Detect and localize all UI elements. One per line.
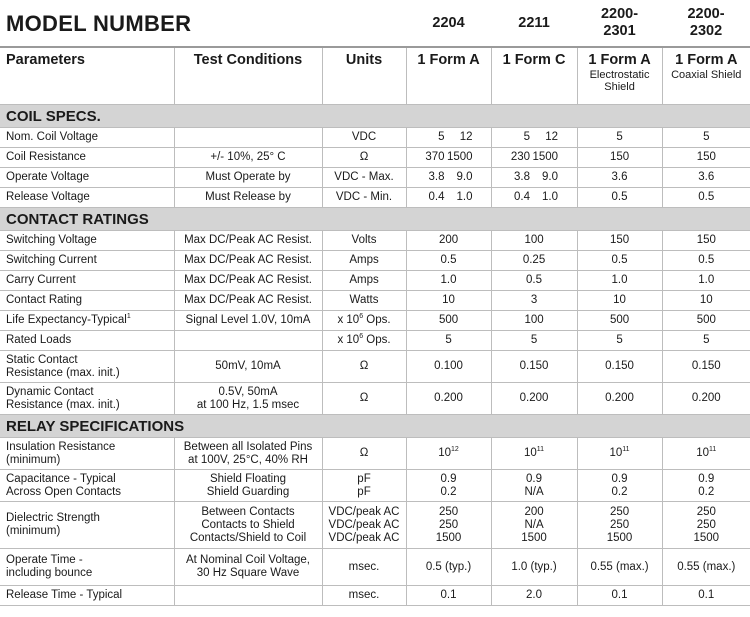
value-2301: 500 (577, 311, 662, 331)
condition-line: Contacts to Shield (201, 518, 295, 531)
value-2204 (406, 470, 491, 502)
value-2301: 5 (577, 128, 662, 148)
unit: Watts (322, 291, 406, 311)
model-2200-2302: 2200- 2302 (662, 0, 750, 47)
value-2301 (577, 438, 662, 470)
parameters-header: Parameters (0, 47, 174, 105)
param-name-line: (minimum) (6, 525, 61, 537)
table-row (0, 438, 750, 470)
value-a: 3.8 (514, 171, 531, 183)
value-2204: 0.5 (406, 251, 491, 271)
value-2301: 1.0 (577, 271, 662, 291)
value-a: 0.4 (428, 191, 445, 203)
value-line: N/A (524, 485, 544, 498)
value-2211 (491, 148, 577, 168)
value-a: 5 (523, 131, 531, 143)
value-2302: 5 (662, 128, 750, 148)
value-2302: 0.5 (662, 188, 750, 208)
unit (322, 331, 406, 351)
param-name (0, 383, 174, 415)
value-2211 (491, 128, 577, 148)
value-exponent: 11 (709, 446, 717, 454)
value-a: 0.4 (514, 191, 531, 203)
value-2204: 0.200 (406, 383, 491, 415)
value-2301: 0.1 (577, 586, 662, 606)
value-base: 10 (696, 447, 710, 459)
value-b: 9.0 (456, 171, 473, 183)
param-name (0, 502, 174, 549)
table-row (0, 128, 750, 148)
value-line: 0.2 (698, 485, 715, 498)
param-name: Nom. Coil Voltage (0, 128, 174, 148)
condition-line: at 100 Hz, 1.5 msec (196, 398, 300, 411)
value-2302: 0.1 (662, 586, 750, 606)
value-2204: 1.0 (406, 271, 491, 291)
value-2301: 3.6 (577, 168, 662, 188)
table-row (0, 470, 750, 502)
value-2302: 5 (662, 331, 750, 351)
form-2301 (577, 47, 662, 105)
param-name (0, 470, 174, 502)
test-condition: Max DC/Peak AC Resist. (174, 231, 322, 251)
form-sub-label: Coaxial Shield (671, 69, 742, 81)
test-conditions-header: Test Conditions (174, 47, 322, 105)
test-condition (174, 502, 322, 549)
test-condition: Max DC/Peak AC Resist. (174, 251, 322, 271)
table-row (0, 351, 750, 383)
value-b: 9.0 (542, 171, 559, 183)
value-2211: 1.0 (typ.) (491, 549, 577, 586)
param-name: Rated Loads (0, 331, 174, 351)
section-contact-ratings (0, 208, 750, 231)
test-condition: +/- 10%, 25° C (174, 148, 322, 168)
condition-line: Contacts/Shield to Coil (189, 531, 307, 544)
unit: Amps (322, 271, 406, 291)
value-line: 250 (609, 518, 630, 531)
section-title: RELAY SPECIFICATIONS (0, 415, 750, 438)
form-label: 1 Form A (417, 52, 480, 68)
section-title: COIL SPECS. (0, 105, 750, 128)
unit (322, 502, 406, 549)
value-2301 (577, 502, 662, 549)
value-2211: 0.200 (491, 383, 577, 415)
unit: Ω (322, 351, 406, 383)
value-line: N/A (524, 518, 544, 531)
test-condition (174, 470, 322, 502)
section-title: CONTACT RATINGS (0, 208, 750, 231)
unit-base: x 10 (337, 314, 360, 326)
value-2302: 150 (662, 231, 750, 251)
value-b: 1.0 (456, 191, 473, 203)
table-row (0, 383, 750, 415)
value-line: 1500 (606, 531, 633, 544)
value-b: 1500 (446, 151, 473, 163)
form-2204 (406, 47, 491, 105)
value-2204: 5 (406, 331, 491, 351)
unit (322, 470, 406, 502)
table-row (0, 188, 750, 208)
value-2301: 0.55 (max.) (577, 549, 662, 586)
param-name-line: Dielectric Strength (6, 512, 100, 524)
model-2204: 2204 (406, 0, 491, 47)
value-exponent: 11 (622, 446, 630, 454)
condition-line: 30 Hz Square Wave (196, 567, 300, 579)
condition-line: Shield Floating (209, 472, 287, 485)
value-2204 (406, 438, 491, 470)
section-relay-specifications (0, 415, 750, 438)
condition-line: 0.5V, 50mA (218, 385, 278, 398)
param-name: Carry Current (0, 271, 174, 291)
test-condition: Max DC/Peak AC Resist. (174, 271, 322, 291)
value-line: 1500 (521, 531, 547, 544)
param-name: Switching Voltage (0, 231, 174, 251)
param-name: Release Time - Typical (0, 586, 174, 606)
param-name (0, 311, 174, 331)
table-title: MODEL NUMBER (0, 0, 406, 47)
param-name-text: Life Expectancy-Typical (6, 314, 127, 326)
unit-suffix: Ops. (363, 314, 391, 326)
unit-base: x 10 (337, 334, 360, 346)
value-2302: 10 (662, 291, 750, 311)
value-2302: 0.55 (max.) (662, 549, 750, 586)
value-line: 0.9 (440, 472, 457, 485)
param-name-line: Across Open Contacts (6, 485, 122, 498)
param-name-line: Dynamic Contact (6, 385, 94, 398)
unit: msec. (322, 549, 406, 586)
value-b: 1.0 (542, 191, 559, 203)
condition-line: at 100V, 25°C, 40% RH (188, 453, 308, 466)
column-header-row (0, 47, 750, 105)
value-2204 (406, 128, 491, 148)
value-2204 (406, 148, 491, 168)
test-condition (174, 586, 322, 606)
param-name (0, 351, 174, 383)
model-number-row (0, 0, 750, 47)
table-row (0, 271, 750, 291)
condition-line: Shield Guarding (206, 485, 290, 498)
value-a: 5 (438, 131, 445, 143)
table-row (0, 231, 750, 251)
condition-line: Between all Isolated Pins (183, 440, 313, 453)
table-row (0, 251, 750, 271)
test-condition: Signal Level 1.0V, 10mA (174, 311, 322, 331)
value-b: 12 (459, 131, 473, 143)
value-2302: 0.5 (662, 251, 750, 271)
unit: Volts (322, 231, 406, 251)
param-name-line: Operate Time - (6, 554, 83, 566)
form-2211 (491, 47, 577, 105)
value-2301: 150 (577, 148, 662, 168)
value-line: 0.2 (611, 485, 628, 498)
param-name-line: Resistance (max. init.) (6, 398, 120, 411)
value-2302: 3.6 (662, 168, 750, 188)
form-2302 (662, 47, 750, 105)
param-name: Coil Resistance (0, 148, 174, 168)
value-line: 0.2 (440, 485, 457, 498)
param-name-line: Resistance (max. init.) (6, 366, 120, 379)
table-row (0, 586, 750, 606)
value-2204: 200 (406, 231, 491, 251)
value-line: 250 (696, 518, 716, 531)
param-name-line: Capacitance - Typical (6, 472, 116, 485)
value-line: 0.9 (526, 472, 543, 485)
value-line: 250 (609, 505, 630, 518)
value-2211 (491, 438, 577, 470)
value-line: 250 (438, 518, 459, 531)
unit-line: pF (357, 485, 371, 498)
test-condition: Must Release by (174, 188, 322, 208)
test-condition (174, 331, 322, 351)
test-condition: Must Operate by (174, 168, 322, 188)
footnote-marker: 1 (126, 313, 131, 321)
value-2211 (491, 502, 577, 549)
value-base: 10 (523, 447, 537, 459)
unit: Amps (322, 251, 406, 271)
test-condition (174, 549, 322, 586)
value-2204: 10 (406, 291, 491, 311)
unit-line: VDC/peak AC (328, 505, 400, 518)
unit-suffix: Ops. (363, 334, 391, 346)
value-2301: 150 (577, 231, 662, 251)
param-name-line: (minimum) (6, 453, 61, 466)
test-condition (174, 438, 322, 470)
param-name: Contact Rating (0, 291, 174, 311)
test-condition (174, 128, 322, 148)
value-a: 230 (510, 151, 531, 163)
model-2211: 2211 (491, 0, 577, 47)
value-2302: 1.0 (662, 271, 750, 291)
unit (322, 311, 406, 331)
unit-line: pF (357, 472, 371, 485)
table-row (0, 502, 750, 549)
unit: Ω (322, 148, 406, 168)
value-2204 (406, 188, 491, 208)
section-coil-specs (0, 105, 750, 128)
value-2302 (662, 470, 750, 502)
value-2211: 100 (491, 311, 577, 331)
value-2302 (662, 502, 750, 549)
value-2301: 5 (577, 331, 662, 351)
unit: Ω (322, 383, 406, 415)
value-2204 (406, 168, 491, 188)
unit: Ω (322, 438, 406, 470)
param-name-line: Insulation Resistance (6, 440, 116, 453)
table-row (0, 168, 750, 188)
condition-line: At Nominal Coil Voltage, (185, 554, 310, 566)
form-sub-label: Electrostatic Shield (589, 69, 650, 93)
value-a: 3.8 (428, 171, 445, 183)
value-2204 (406, 502, 491, 549)
value-2211: 0.5 (491, 271, 577, 291)
value-base: 10 (609, 447, 623, 459)
table-row (0, 311, 750, 331)
test-condition: Max DC/Peak AC Resist. (174, 291, 322, 311)
value-2211: 0.25 (491, 251, 577, 271)
value-2211: 5 (491, 331, 577, 351)
value-2302 (662, 438, 750, 470)
value-2301: 0.5 (577, 251, 662, 271)
condition-line: Between Contacts (201, 505, 295, 518)
value-2211 (491, 188, 577, 208)
unit-line: VDC/peak AC (328, 531, 400, 544)
param-name: Release Voltage (0, 188, 174, 208)
test-condition (174, 383, 322, 415)
table-row (0, 549, 750, 586)
model-2200-2301: 2200- 2301 (577, 0, 662, 47)
table-row (0, 331, 750, 351)
value-line: 0.9 (698, 472, 715, 485)
value-2302: 150 (662, 148, 750, 168)
param-name (0, 438, 174, 470)
value-2301 (577, 470, 662, 502)
unit: VDC (322, 128, 406, 148)
value-2204: 500 (406, 311, 491, 331)
value-line: 0.9 (611, 472, 628, 485)
form-label: 1 Form A (675, 52, 738, 68)
value-2211 (491, 168, 577, 188)
table-row (0, 148, 750, 168)
value-2204: 0.1 (406, 586, 491, 606)
value-2211: 2.0 (491, 586, 577, 606)
value-2301: 0.150 (577, 351, 662, 383)
value-exponent: 12 (451, 446, 459, 454)
value-a: 370 (425, 151, 445, 163)
param-name (0, 549, 174, 586)
value-2211: 3 (491, 291, 577, 311)
value-line: 1500 (693, 531, 720, 544)
value-2302: 0.150 (662, 351, 750, 383)
test-condition: 50mV, 10mA (174, 351, 322, 383)
value-2301: 0.200 (577, 383, 662, 415)
value-line: 250 (696, 505, 716, 518)
unit-line: VDC/peak AC (328, 518, 400, 531)
unit: VDC - Min. (322, 188, 406, 208)
form-label: 1 Form C (502, 52, 566, 68)
value-2211 (491, 470, 577, 502)
value-line: 1500 (435, 531, 462, 544)
value-2301: 0.5 (577, 188, 662, 208)
unit: msec. (322, 586, 406, 606)
form-label: 1 Form A (588, 52, 651, 68)
value-line: 200 (524, 505, 544, 518)
value-exponent: 11 (536, 446, 545, 454)
param-name-line: including bounce (6, 567, 93, 579)
value-2211: 100 (491, 231, 577, 251)
param-name-line: Static Contact (6, 353, 78, 366)
value-2302: 500 (662, 311, 750, 331)
value-2302: 0.200 (662, 383, 750, 415)
value-b: 1500 (532, 151, 559, 163)
unit: VDC - Max. (322, 168, 406, 188)
value-2211: 0.150 (491, 351, 577, 383)
value-2204: 0.100 (406, 351, 491, 383)
value-2204: 0.5 (typ.) (406, 549, 491, 586)
value-base: 10 (438, 447, 452, 459)
unit-exponent: 6 (359, 313, 364, 321)
param-name: Switching Current (0, 251, 174, 271)
value-b: 12 (545, 131, 559, 143)
value-2301: 10 (577, 291, 662, 311)
unit-exponent: 6 (359, 333, 364, 341)
units-header: Units (322, 47, 406, 105)
param-name: Operate Voltage (0, 168, 174, 188)
table-row (0, 291, 750, 311)
value-line: 250 (438, 505, 459, 518)
